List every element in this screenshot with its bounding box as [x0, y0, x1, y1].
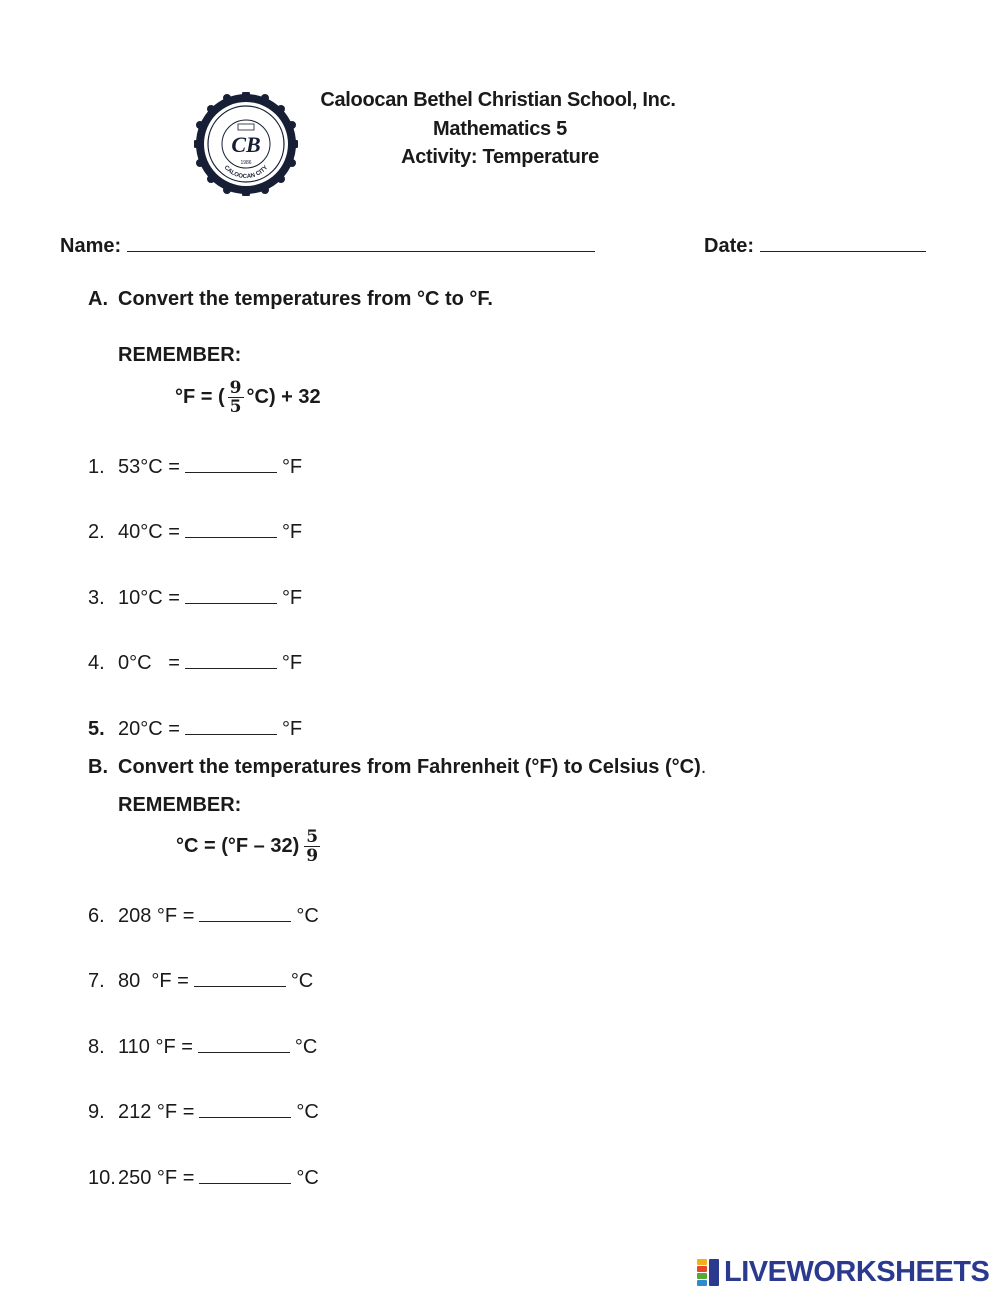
- liveworksheets-logo[interactable]: [697, 1256, 989, 1289]
- question-number: 6.: [88, 905, 105, 927]
- question-number: 8.: [88, 1036, 105, 1058]
- question-given: 212 °F =: [118, 1101, 195, 1123]
- question-number: 5.: [88, 718, 105, 740]
- formula-a-right: °C) + 32: [246, 385, 321, 408]
- question-given: 53°C =: [118, 456, 180, 478]
- answer-blank[interactable]: [185, 716, 277, 735]
- question-unit: °C: [296, 905, 319, 927]
- formula-b-denominator: 9: [306, 845, 319, 866]
- formula-b-left: °C = (°F – 32): [176, 834, 300, 857]
- question-unit: °C: [294, 1036, 318, 1058]
- date-field[interactable]: [704, 231, 926, 258]
- seal-year: 1986: [240, 160, 252, 166]
- section-b-heading: [88, 756, 706, 779]
- question-number: 3.: [88, 587, 105, 609]
- activity-title: Activity: Temperature: [401, 146, 599, 168]
- section-a-letter: A.: [88, 288, 108, 310]
- question-given: 110 °F =: [118, 1036, 193, 1058]
- question-unit: °F: [281, 521, 303, 543]
- section-a-title: Convert the temperatures from °C to °F.: [118, 288, 493, 310]
- question-given: 0°C =: [118, 652, 180, 674]
- section-b-title-end: .: [700, 756, 707, 778]
- question-unit: °F: [281, 456, 303, 478]
- question-unit: °F: [281, 718, 303, 740]
- formula-a-fraction: [228, 379, 244, 416]
- question-number: 9.: [88, 1101, 105, 1123]
- question-7: [88, 968, 313, 993]
- question-given: 20°C =: [118, 718, 180, 740]
- answer-blank[interactable]: [198, 1034, 290, 1053]
- question-4: [88, 650, 302, 675]
- answer-blank[interactable]: [185, 650, 277, 669]
- formula-b-numerator: 5: [306, 826, 319, 847]
- question-number: 1.: [88, 456, 105, 478]
- question-number: 2.: [88, 521, 105, 543]
- question-given: 250 °F =: [118, 1167, 195, 1189]
- section-b-title: Convert the temperatures from Fahrenheit (°F) to Celsius (°C): [118, 756, 701, 778]
- question-given: 40°C =: [118, 521, 180, 543]
- question-3: [88, 585, 302, 610]
- answer-blank[interactable]: [199, 1099, 291, 1118]
- section-a-formula: [175, 370, 321, 424]
- answer-blank[interactable]: [185, 519, 277, 538]
- formula-a-denominator: 5: [229, 396, 242, 417]
- name-field[interactable]: [60, 231, 595, 258]
- question-given: 208 °F =: [118, 905, 195, 927]
- question-given: 80 °F =: [118, 970, 189, 992]
- question-number: 10.: [88, 1167, 116, 1189]
- subject-title: Mathematics 5: [433, 118, 567, 140]
- question-unit: °F: [281, 587, 303, 609]
- question-2: [88, 519, 302, 544]
- question-unit: °C: [296, 1101, 319, 1123]
- formula-b-fraction: [304, 828, 320, 865]
- question-number: 4.: [88, 652, 105, 674]
- section-a-heading: [88, 288, 493, 311]
- question-10: [88, 1165, 319, 1190]
- answer-blank[interactable]: [194, 968, 286, 987]
- name-input-line[interactable]: [127, 231, 595, 252]
- question-6: [88, 903, 319, 928]
- question-8: [88, 1034, 317, 1059]
- school-name: Caloocan Bethel Christian School, Inc.: [320, 89, 676, 111]
- question-unit: °C: [296, 1167, 319, 1189]
- question-1: [88, 454, 302, 479]
- liveworksheets-brand: LIVEWORKSHEETS: [724, 1256, 990, 1288]
- section-b-letter: B.: [88, 756, 108, 778]
- formula-a-left: °F = (: [175, 385, 225, 408]
- date-input-line[interactable]: [760, 231, 926, 252]
- date-label: Date:: [704, 235, 755, 257]
- question-unit: °F: [281, 652, 303, 674]
- liveworksheets-mark-icon: [697, 1259, 721, 1287]
- seal-ring-bottom-text: CALOOCAN CITY: [222, 164, 270, 181]
- answer-blank[interactable]: [199, 1165, 291, 1184]
- answer-blank[interactable]: [185, 585, 277, 604]
- question-number: 7.: [88, 970, 105, 992]
- name-label: Name:: [60, 235, 122, 257]
- section-a-remember: REMEMBER:: [118, 344, 242, 366]
- section-b-remember: REMEMBER:: [118, 794, 242, 816]
- question-given: 10°C =: [118, 587, 180, 609]
- formula-a-numerator: 9: [229, 377, 242, 398]
- answer-blank[interactable]: [199, 903, 291, 922]
- seal-monogram: CB: [231, 132, 261, 157]
- question-9: [88, 1099, 319, 1124]
- question-5: [88, 716, 302, 741]
- question-unit: °C: [290, 970, 314, 992]
- section-b-formula: [176, 819, 323, 873]
- answer-blank[interactable]: [185, 454, 277, 473]
